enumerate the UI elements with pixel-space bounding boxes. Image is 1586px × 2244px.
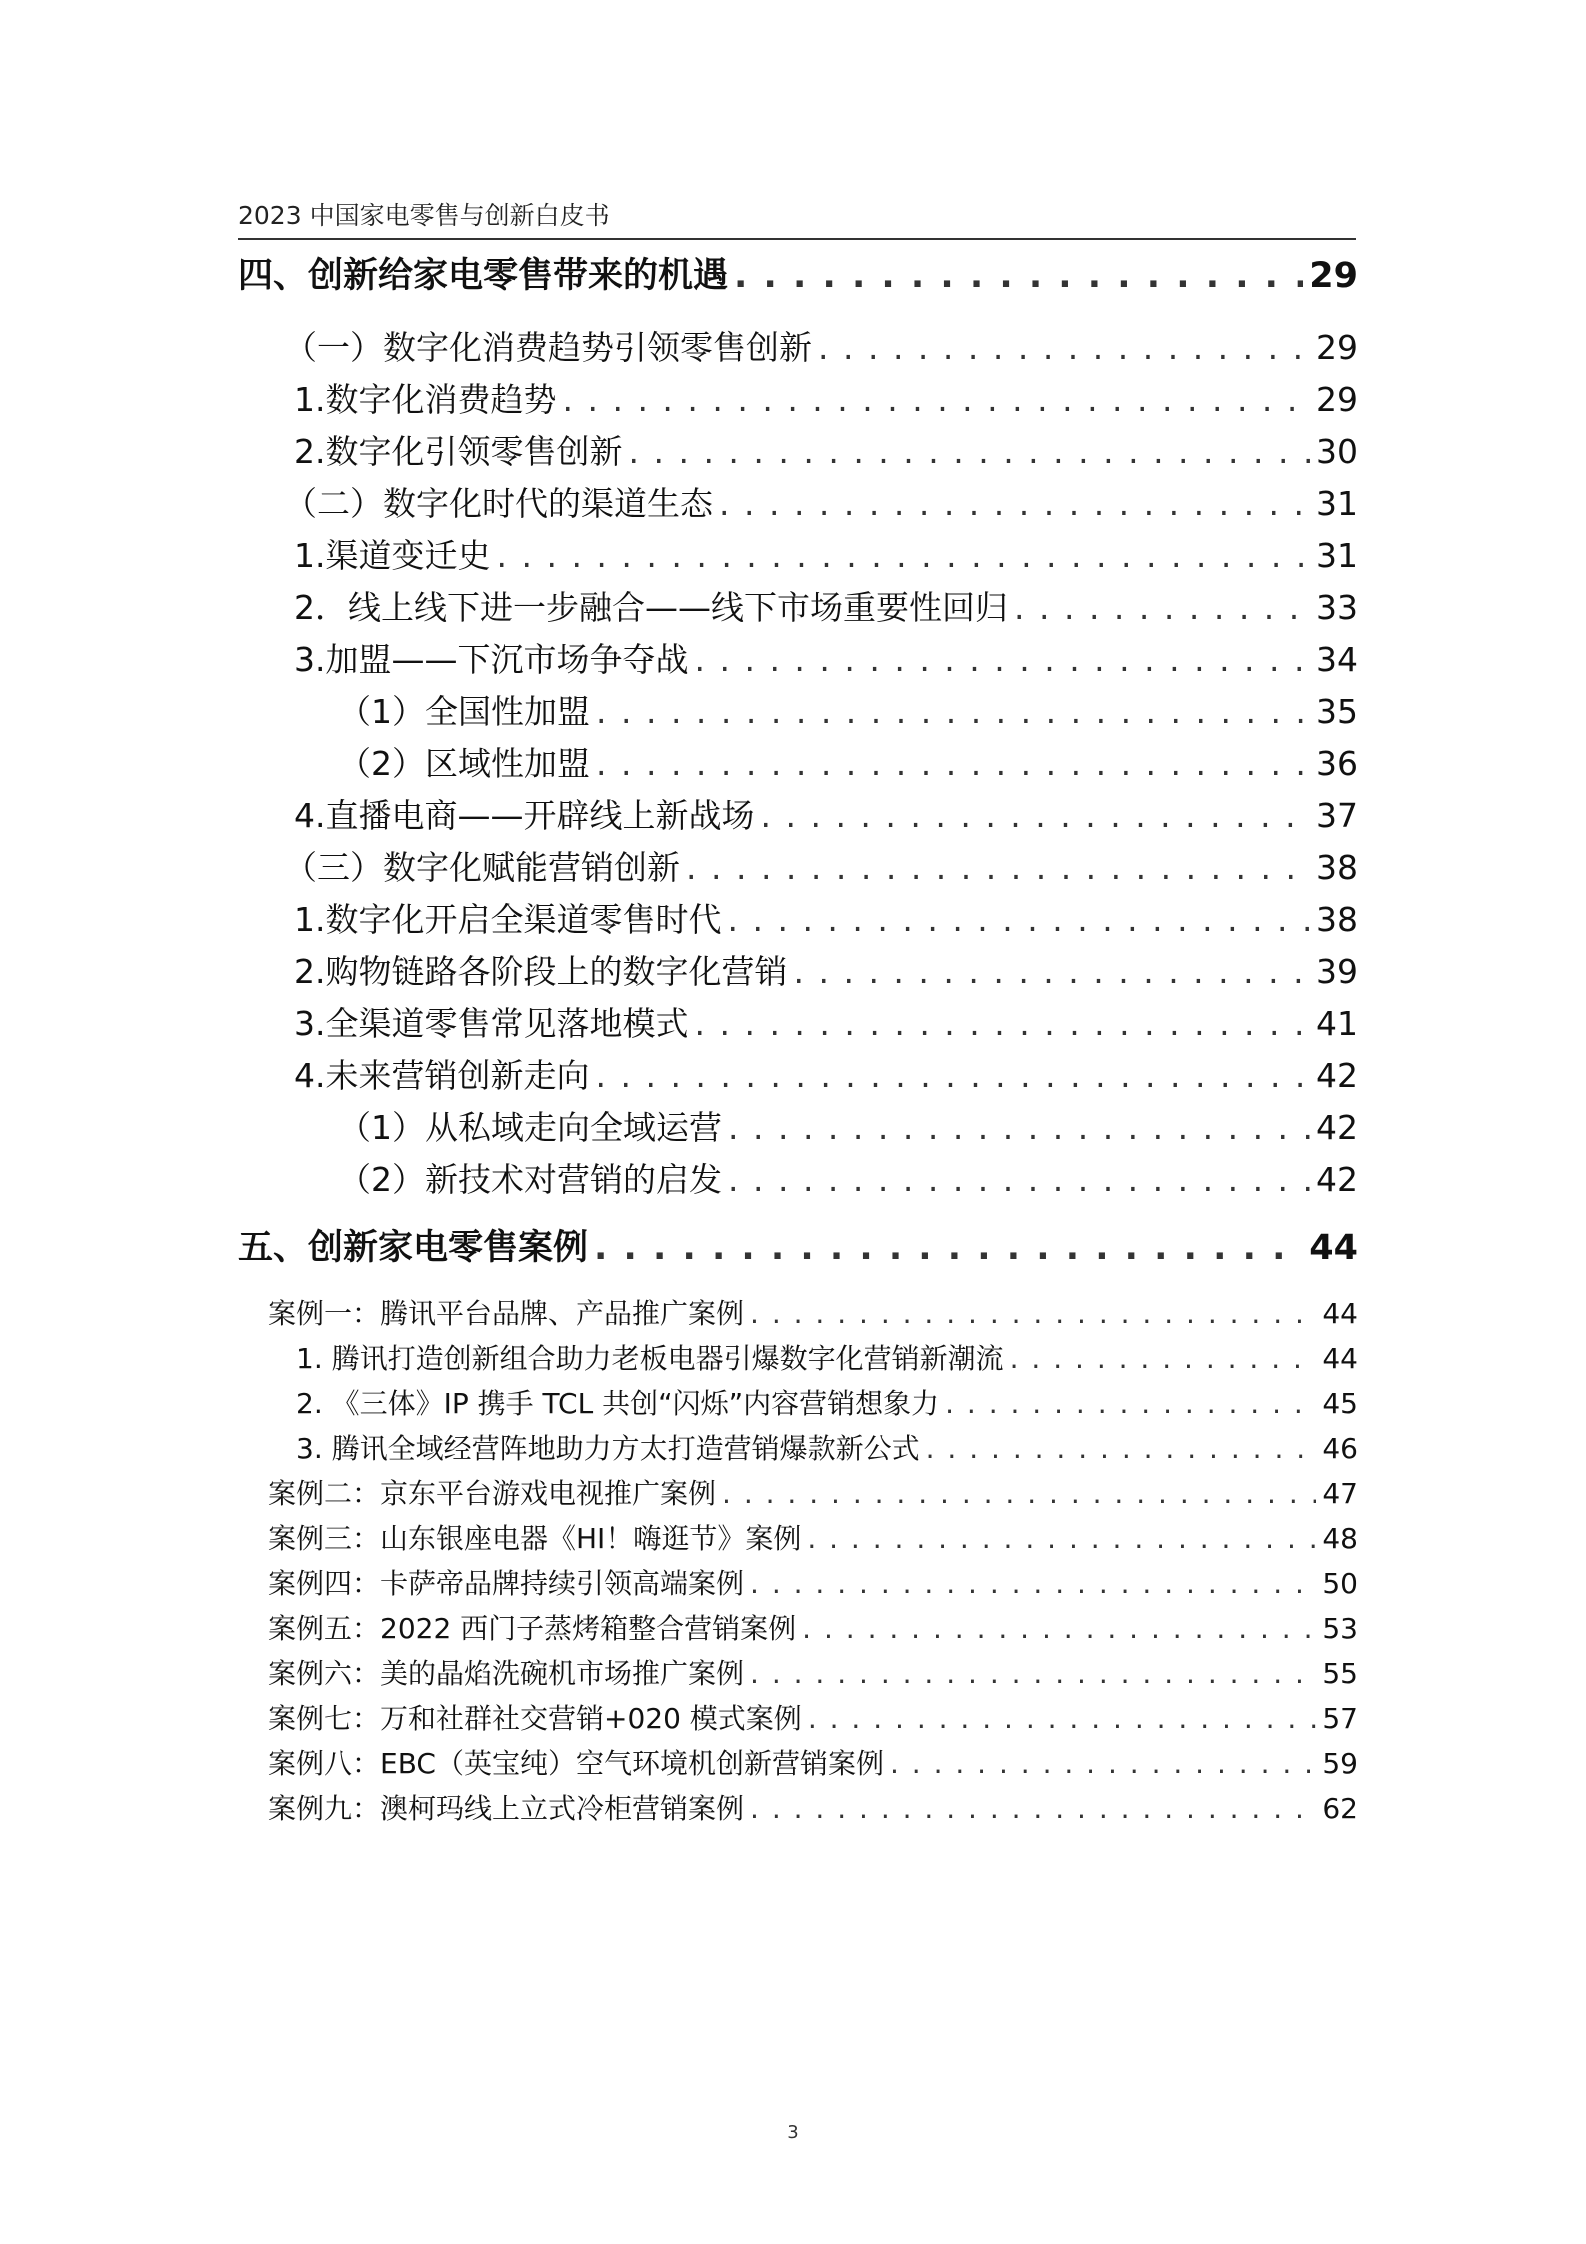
- toc-item[interactable]: [238, 894, 1358, 941]
- dot-leader: [945, 1387, 1316, 1420]
- toc-entry-label: 案例四：卡萨帝品牌持续引领高端案例: [268, 1567, 745, 1600]
- toc-item[interactable]: [238, 582, 1358, 629]
- dot-leader: [695, 640, 1311, 679]
- toc-page-number: 45: [1322, 1387, 1358, 1420]
- toc-page-number: 29: [1309, 256, 1358, 296]
- toc-page-number: 30: [1316, 432, 1358, 471]
- toc-item[interactable]: [238, 530, 1358, 577]
- toc-chapter[interactable]: [238, 1220, 1358, 1270]
- toc-page-number: 48: [1322, 1522, 1358, 1555]
- toc-entry-label: 五、创新家电零售案例: [238, 1228, 589, 1268]
- dot-leader: [1010, 1342, 1317, 1375]
- dot-leader: [695, 1004, 1311, 1043]
- toc-subitem[interactable]: [238, 1102, 1358, 1149]
- toc-item[interactable]: [238, 1050, 1358, 1097]
- toc-item[interactable]: [238, 790, 1358, 837]
- toc-entry-label: （1）从私域走向全域运营: [338, 1108, 722, 1147]
- toc-item[interactable]: [238, 426, 1358, 473]
- toc-entry-label: 1.数字化开启全渠道零售时代: [294, 900, 722, 939]
- toc-page-number: 39: [1316, 952, 1358, 991]
- dot-leader: [807, 1522, 1316, 1555]
- page-number: 3: [787, 2122, 799, 2143]
- toc-page-number: 53: [1322, 1612, 1358, 1645]
- dot-leader: [818, 328, 1310, 367]
- toc-entry-label: 四、创新给家电零售带来的机遇: [238, 256, 729, 296]
- toc-page-number: 36: [1316, 744, 1358, 783]
- toc-page-number: 44: [1309, 1228, 1358, 1268]
- dot-leader: [629, 432, 1311, 471]
- toc-case-item[interactable]: [238, 1427, 1358, 1467]
- dot-leader: [594, 1228, 1303, 1268]
- toc-page-number: 37: [1316, 796, 1358, 835]
- toc-page-number: 46: [1322, 1432, 1358, 1465]
- toc-entry-label: 1.渠道变迁史: [294, 536, 491, 575]
- toc-case[interactable]: [238, 1517, 1358, 1557]
- dot-leader: [728, 1108, 1310, 1147]
- toc-case[interactable]: [238, 1292, 1358, 1332]
- toc-page-number: 35: [1316, 692, 1358, 731]
- toc-section[interactable]: [238, 842, 1358, 889]
- dot-leader: [890, 1747, 1316, 1780]
- toc-entry-label: 2. 《三体》IP 携手 TCL 共创“闪烁”内容营销想象力: [296, 1387, 940, 1420]
- toc-case[interactable]: [238, 1607, 1358, 1647]
- toc-subitem[interactable]: [238, 686, 1358, 733]
- toc-entry-label: 1. 腾讯打造创新组合助力老板电器引爆数字化营销新潮流: [296, 1342, 1004, 1375]
- document-header: [238, 198, 1356, 240]
- toc-entry-label: 1.数字化消费趋势: [294, 380, 557, 419]
- toc-case[interactable]: [238, 1562, 1358, 1602]
- toc-case-item[interactable]: [238, 1337, 1358, 1377]
- dot-leader: [686, 848, 1310, 887]
- dot-leader: [1014, 588, 1310, 627]
- toc-subitem[interactable]: [238, 1154, 1358, 1201]
- toc-entry-label: 案例九：澳柯玛线上立式冷柜营销案例: [268, 1792, 745, 1825]
- toc-section[interactable]: [238, 478, 1358, 525]
- toc-case[interactable]: [238, 1697, 1358, 1737]
- toc-page-number: 44: [1322, 1342, 1358, 1375]
- toc-page-number: 42: [1316, 1108, 1358, 1147]
- dot-leader: [497, 536, 1311, 575]
- toc-entry-label: 案例三：山东银座电器《HI！嗨逛节》案例: [268, 1522, 802, 1555]
- toc-entry-label: 4.直播电商——开辟线上新战场: [294, 796, 755, 835]
- toc-page-number: 57: [1322, 1702, 1358, 1735]
- toc-page-number: 33: [1316, 588, 1358, 627]
- dot-leader: [794, 952, 1311, 991]
- dot-leader: [563, 380, 1311, 419]
- toc-page-number: 62: [1322, 1792, 1358, 1825]
- toc-page-number: 29: [1316, 328, 1358, 367]
- toc-entry-label: 案例二：京东平台游戏电视推广案例: [268, 1477, 717, 1510]
- toc-page-number: 38: [1316, 900, 1358, 939]
- dot-leader: [719, 484, 1310, 523]
- toc-case[interactable]: [238, 1742, 1358, 1782]
- toc-page-number: 31: [1316, 536, 1358, 575]
- toc-entry-label: 案例六：美的晶焰洗碗机市场推广案例: [268, 1657, 745, 1690]
- toc-page-number: 29: [1316, 380, 1358, 419]
- toc-entry-label: 案例一：腾讯平台品牌、产品推广案例: [268, 1297, 745, 1330]
- toc-page-number: 41: [1316, 1004, 1358, 1043]
- dot-leader: [596, 1056, 1311, 1095]
- toc-section[interactable]: [238, 322, 1358, 369]
- dot-leader: [750, 1792, 1316, 1825]
- toc-case-item[interactable]: [238, 1382, 1358, 1422]
- toc-item[interactable]: [238, 998, 1358, 1045]
- dot-leader: [750, 1297, 1316, 1330]
- toc-entry-label: 3.全渠道零售常见落地模式: [294, 1004, 689, 1043]
- dot-leader: [722, 1477, 1316, 1510]
- toc-item[interactable]: [238, 374, 1358, 421]
- toc-chapter[interactable]: [238, 248, 1358, 298]
- toc-item[interactable]: [238, 946, 1358, 993]
- toc-page-number: 34: [1316, 640, 1358, 679]
- page-footer: [0, 2122, 1586, 2143]
- dot-leader: [808, 1702, 1317, 1735]
- toc-entry-label: 3.加盟——下沉市场争夺战: [294, 640, 689, 679]
- toc-case[interactable]: [238, 1472, 1358, 1512]
- toc-page-number: 50: [1322, 1567, 1358, 1600]
- toc-page-number: 47: [1322, 1477, 1358, 1510]
- toc-entry-label: 案例八：EBC（英宝纯）空气环境机创新营销案例: [268, 1747, 884, 1780]
- toc-item[interactable]: [238, 634, 1358, 681]
- toc-case[interactable]: [238, 1652, 1358, 1692]
- toc-entry-label: 2.数字化引领零售创新: [294, 432, 623, 471]
- toc-page-number: 42: [1316, 1056, 1358, 1095]
- toc-entry-label: （一）数字化消费趋势引领零售创新: [284, 328, 812, 367]
- dot-leader: [728, 1160, 1310, 1199]
- dot-leader: [761, 796, 1311, 835]
- toc-entry-label: 案例七：万和社群社交营销+020 模式案例: [268, 1702, 802, 1735]
- toc-page-number: 59: [1322, 1747, 1358, 1780]
- document-title: 2023 中国家电零售与创新白皮书: [238, 201, 610, 230]
- toc-entry-label: （三）数字化赋能营销创新: [284, 848, 680, 887]
- toc-entry-label: 2．线上线下进一步融合——线下市场重要性回归: [294, 588, 1008, 627]
- toc-entry-label: 3. 腾讯全域经营阵地助力方太打造营销爆款新公式: [296, 1432, 920, 1465]
- toc-entry-label: （二）数字化时代的渠道生态: [284, 484, 713, 523]
- dot-leader: [750, 1567, 1316, 1600]
- toc-page-number: 44: [1322, 1297, 1358, 1330]
- toc-page-number: 55: [1322, 1657, 1358, 1690]
- toc-entry-label: 案例五：2022 西门子蒸烤箱整合营销案例: [268, 1612, 797, 1645]
- toc-entry-label: （1）全国性加盟: [338, 692, 590, 731]
- toc-page-number: 31: [1316, 484, 1358, 523]
- dot-leader: [802, 1612, 1316, 1645]
- dot-leader: [926, 1432, 1317, 1465]
- toc-subitem[interactable]: [238, 738, 1358, 785]
- toc-entry-label: 4.未来营销创新走向: [294, 1056, 590, 1095]
- dot-leader: [734, 256, 1303, 296]
- dot-leader: [728, 900, 1311, 939]
- dot-leader: [596, 744, 1310, 783]
- toc-entry-label: （2）新技术对营销的启发: [338, 1160, 722, 1199]
- toc-page-number: 42: [1316, 1160, 1358, 1199]
- toc-entry-label: 2.购物链路各阶段上的数字化营销: [294, 952, 788, 991]
- dot-leader: [596, 692, 1310, 731]
- toc-entry-label: （2）区域性加盟: [338, 744, 590, 783]
- toc-case[interactable]: [238, 1787, 1358, 1827]
- toc-page-number: 38: [1316, 848, 1358, 887]
- dot-leader: [750, 1657, 1316, 1690]
